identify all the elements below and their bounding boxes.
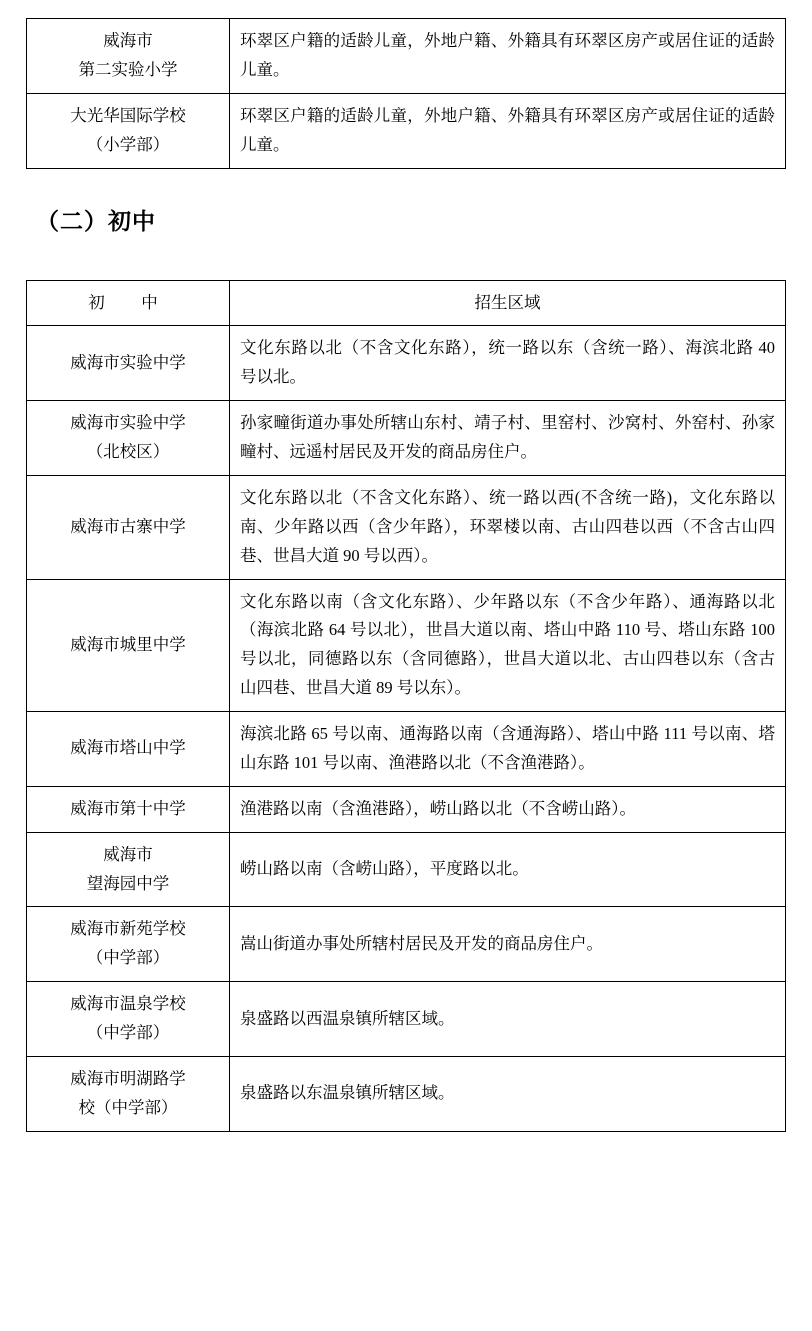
column-header-area: 招生区域	[230, 280, 786, 326]
school-name-lines	[37, 349, 219, 378]
school-name-line: 威海市城里中学	[70, 634, 186, 654]
school-name-line: 大光华国际学校	[70, 105, 186, 125]
table-row	[27, 19, 786, 94]
middle-school-table-body	[27, 326, 786, 1131]
school-name-line: 威海市实验中学	[70, 352, 186, 372]
enrollment-area-cell	[230, 401, 786, 476]
school-name-cell	[27, 401, 230, 476]
school-name-cell	[27, 93, 230, 168]
school-name-line: （中学部）	[86, 1023, 170, 1042]
school-name-lines	[37, 795, 219, 824]
school-name-cell	[27, 475, 230, 579]
school-name-line: 威海市塔山中学	[70, 738, 186, 758]
primary-school-table	[26, 18, 786, 169]
table-row	[27, 401, 786, 476]
enrollment-area-cell	[230, 786, 786, 832]
enrollment-area-cell	[230, 326, 786, 401]
school-name-lines	[37, 915, 219, 973]
enrollment-area-text: 泉盛路以东温泉镇所辖区域。	[240, 1083, 455, 1103]
school-name-cell	[27, 1056, 230, 1131]
enrollment-area-cell	[230, 982, 786, 1057]
enrollment-area-cell	[230, 907, 786, 982]
enrollment-area-text: 渔港路以南（含渔港路），崂山路以北（不含崂山路）。	[240, 798, 636, 818]
enrollment-area-text: 文化东路以北（不含文化东路），统一路以东（含统一路）、海滨北路 40 号以北。	[240, 338, 775, 387]
school-name-line: 威海市实验中学	[70, 413, 186, 433]
enrollment-area-text: 孙家疃街道办事处所辖山东村、靖子村、里窑村、沙窝村、外窑村、孙家疃村、远遥村居民及开发的商品房住户。	[240, 413, 775, 461]
section-heading: （二）初中	[36, 208, 156, 234]
enrollment-area-text: 崂山路以南（含崂山路），平度路以北。	[240, 859, 529, 879]
enrollment-area-cell	[230, 832, 786, 907]
column-header-school: 初 中	[27, 280, 230, 326]
school-name-line: 威海市	[103, 31, 153, 50]
enrollment-area-text: 文化东路以南（含文化东路）、少年路以东（不含少年路）、通海路以北（海滨北路 64 号以北），世昌大道以南、塔山中路 110 号、塔山东路 100 号以北，同德路以东（含同德路），世昌大道以北、古山四巷以东（含古山四巷、世昌大道 89 号以东）。	[240, 591, 775, 698]
school-name-line: （北校区）	[86, 442, 170, 461]
school-name-lines	[37, 841, 219, 899]
school-name-line: 威海市温泉学校	[70, 994, 186, 1014]
enrollment-area-cell	[230, 712, 786, 787]
school-name-lines	[37, 990, 219, 1048]
table-row	[27, 712, 786, 787]
middle-school-table-head	[27, 280, 786, 326]
school-name-cell	[27, 832, 230, 907]
middle-school-table	[26, 280, 786, 1132]
enrollment-area-text: 环翠区户籍的适龄儿童，外地户籍、外籍具有环翠区房产或居住证的适龄儿童。	[240, 105, 775, 154]
enrollment-area-cell	[230, 579, 786, 712]
table-row	[27, 907, 786, 982]
spacer	[26, 236, 786, 280]
school-name-lines	[37, 734, 219, 763]
enrollment-area-cell	[230, 1056, 786, 1131]
school-name-lines	[37, 27, 219, 85]
enrollment-area-cell	[230, 19, 786, 94]
school-name-line: 望海园中学	[86, 873, 170, 893]
school-name-line: 第二实验小学	[78, 59, 178, 79]
table-row	[27, 326, 786, 401]
table-row	[27, 93, 786, 168]
school-name-line: 威海市	[103, 844, 153, 864]
table-row	[27, 579, 786, 712]
school-name-lines	[37, 102, 219, 160]
enrollment-area-text: 泉盛路以西温泉镇所辖区域。	[240, 1008, 455, 1028]
table-row	[27, 982, 786, 1057]
school-name-line: （小学部）	[86, 134, 170, 154]
school-name-cell	[27, 907, 230, 982]
school-name-lines	[37, 513, 219, 542]
table-row	[27, 1056, 786, 1131]
school-name-cell	[27, 579, 230, 712]
school-name-cell	[27, 19, 230, 94]
enrollment-area-cell	[230, 475, 786, 579]
enrollment-area-text: 文化东路以北（不含文化东路）、统一路以西(不含统一路)，文化东路以南、少年路以西（含少年路），环翠楼以南、古山四巷以西（不含古山四巷、世昌大道 90 号以西）。	[240, 487, 775, 565]
school-name-lines	[37, 631, 219, 660]
primary-school-table-body	[27, 19, 786, 169]
school-name-line: 威海市古寨中学	[70, 516, 186, 536]
enrollment-area-text: 嵩山街道办事处所辖村居民及开发的商品房住户。	[240, 933, 603, 953]
enrollment-area-text: 海滨北路 65 号以南、通海路以南（含通海路）、塔山中路 111 号以南、塔山东路 101 号以南、渔港路以北（不含渔港路）。	[240, 724, 775, 772]
enrollment-area-text: 环翠区户籍的适龄儿童，外地户籍、外籍具有环翠区房产或居住证的适龄儿童。	[240, 31, 775, 79]
school-name-cell	[27, 786, 230, 832]
school-name-line: （中学部）	[86, 948, 170, 968]
school-name-cell	[27, 326, 230, 401]
school-name-line: 威海市第十中学	[70, 798, 186, 818]
school-name-line: 威海市明湖路学	[70, 1068, 186, 1088]
table-row	[27, 475, 786, 579]
school-name-cell	[27, 982, 230, 1057]
school-name-lines	[37, 409, 219, 467]
table-header-row	[27, 280, 786, 326]
table-row	[27, 786, 786, 832]
enrollment-area-cell	[230, 93, 786, 168]
school-name-lines	[37, 1065, 219, 1123]
school-name-cell	[27, 712, 230, 787]
school-name-line: 威海市新苑学校	[70, 919, 186, 939]
school-name-line: 校（中学部）	[78, 1097, 178, 1117]
table-row	[27, 832, 786, 907]
